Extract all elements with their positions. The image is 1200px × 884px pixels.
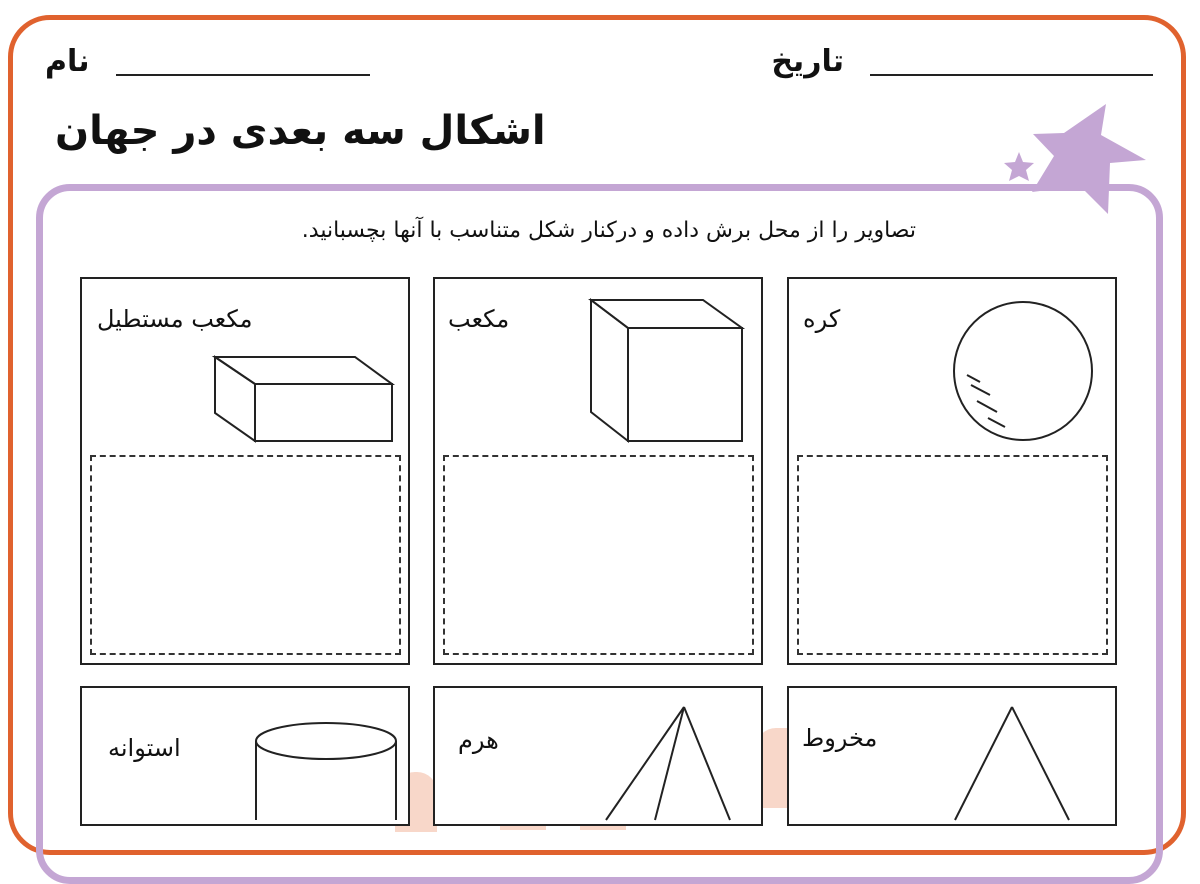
card-label-cuboid: مکعب مستطیل	[97, 305, 253, 333]
card-label-cube: مکعب	[448, 305, 510, 333]
name-label: نام	[45, 44, 90, 79]
card-label-cylinder: استوانه	[108, 734, 181, 762]
date-label: تاریخ	[771, 44, 844, 79]
page-title: اشکال سه بعدی در جهان	[55, 108, 546, 154]
instruction-text: تصاویر را از محل برش داده و درکنار شکل متناسب با آنها بچسبانید.	[301, 218, 916, 243]
card-label-cone: مخروط	[802, 724, 878, 752]
card-label-pyramid: هرم	[458, 726, 499, 754]
card-label-sphere: کره	[803, 305, 841, 333]
